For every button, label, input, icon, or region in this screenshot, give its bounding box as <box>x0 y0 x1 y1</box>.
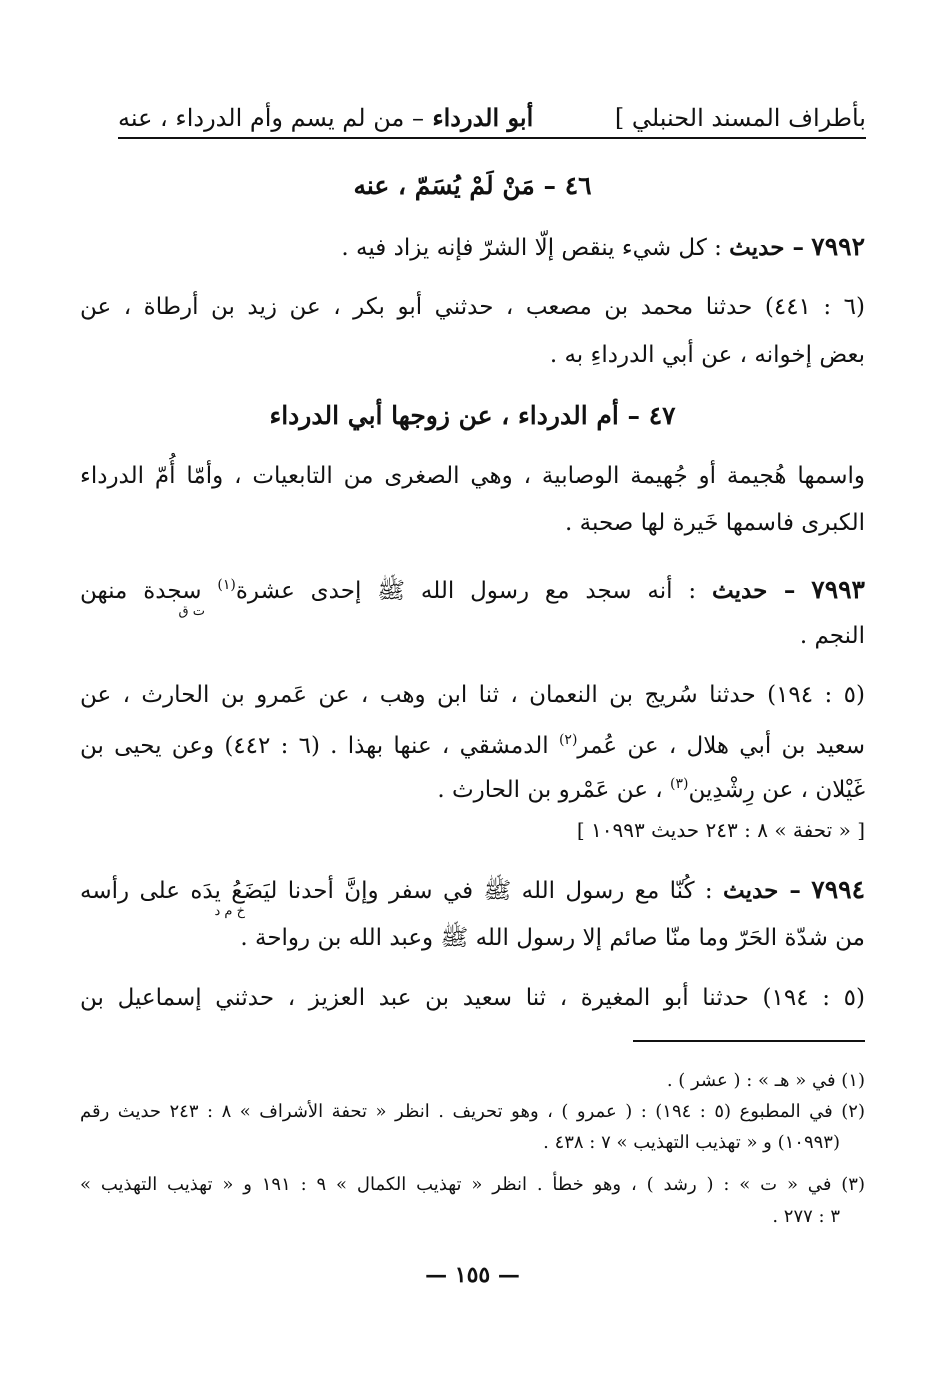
hadith-text-continued: سجدة منهن <box>80 578 202 604</box>
isnad-text-continued: ، عن عَمْرو بن الحارث . <box>437 777 663 803</box>
hadith-label: – حديث <box>729 234 804 261</box>
tuhfa-reference: [ « تحفة » ٨ : ٢٤٣ حديث ١٠٩٩٣ ] <box>576 818 865 842</box>
hadith-label: – حديث <box>723 877 801 904</box>
header-rule <box>118 137 866 139</box>
footnote-3-line-1: (٣) في « ت » : ( رشد ) ، وهو خطأ . انظر « تهذيب الكمال » ٩ : ١٩١ و « تهذيب التهذيب » <box>80 1174 865 1195</box>
hadith-7993-line-2: النجم . <box>799 623 865 649</box>
footnote-marker: (٣) <box>669 776 689 792</box>
isnad-7992-line-1: (٦ : ٤٤١) حدثنا محمد بن مصعب ، حدثني أبو بكر ، عن زيد بن أرطاة ، عن <box>80 294 865 320</box>
footnote-3-line-2: ٣ : ٢٧٧ . <box>772 1206 840 1227</box>
hadith-7994-line-1 <box>80 874 865 907</box>
isnad-7993-line-2 <box>80 724 865 762</box>
hadith-7992-line <box>80 231 865 264</box>
footnote-1: (١) في « هـ » : ( عشر ) . <box>666 1070 865 1091</box>
hadith-label: – حديث <box>712 577 796 604</box>
footnote-2-line-2: (١٠٩٩٣) و « تهذيب التهذيب » ٧ : ٤٣٨ . <box>543 1132 840 1153</box>
siglum-7994: خ م د <box>214 904 245 919</box>
isnad-7993-line-1: (٥ : ١٩٤) حدثنا سُريج بن النعمان ، ثنا ابن وهب ، عن عَمرو بن الحارث ، عن <box>80 682 865 708</box>
hadith-text: : أنه سجد مع رسول الله ﷺ إحدى عشرة <box>235 578 697 604</box>
isnad-text-continued: الدمشقي ، عنها بهذا . (٦ : ٤٤٢) وعن يحيى بن <box>80 733 549 759</box>
siglum-7993: ت ق <box>178 604 205 619</box>
hadith-7993-line-1 <box>80 569 865 607</box>
isnad-7992-line-2: بعض إخوانه ، عن أبي الدرداءِ به . <box>549 342 865 368</box>
footnote-marker: (١) <box>217 577 236 593</box>
footnote-2-line-1: (٢) في المطبوع (٥ : ١٩٤) : ( عمرو ) ، وهو تحريف . انظر « تحفة الأشراف » ٨ : ٢٤٣ حديث رقم <box>80 1101 865 1122</box>
section-46-heading: ٤٦ – مَنْ لَمْ يُسَمّ ، عنه <box>353 171 592 200</box>
page-number: — ١٥٥ — <box>425 1262 520 1288</box>
hadith-number: ٧٩٩٢ <box>811 232 865 261</box>
isnad-7993-line-3 <box>80 768 865 806</box>
isnad-7994-line-1: (٥ : ١٩٤) حدثنا أبو المغيرة ، ثنا سعيد بن عبد العزيز ، حدثني إسماعيل بن <box>80 985 865 1011</box>
running-title-book: بأطراف المسند الحنبلي ] <box>614 104 866 132</box>
hadith-text: : كُنّا مع رسول الله ﷺ في سفر وإنَّ أحدنا ليَضَعُ يدَه على رأسه <box>80 878 713 904</box>
running-title-chapter <box>118 103 533 132</box>
hadith-number: ٧٩٩٣ <box>811 575 865 604</box>
section-47-bio-line-1: واسمها هُجيمة أو جُهيمة الوصابية ، وهي الصغرى من التابعيات ، وأمّا أُمّ الدرداء <box>80 463 865 489</box>
isnad-text: سعيد بن أبي هلال ، عن عُمر <box>577 733 866 759</box>
hadith-7994-line-2: من شدّة الحَرّ وما منّا صائم إلا رسول الله ﷺ وعبد الله بن رواحة . <box>240 925 865 951</box>
footnote-rule <box>633 1040 865 1042</box>
running-title-chapter-name: أبو الدرداء <box>432 103 534 132</box>
section-47-bio-line-2: الكبرى فاسمها خَيرة لها صحبة . <box>565 510 865 536</box>
running-header <box>118 96 866 132</box>
footnote-marker: (٢) <box>558 732 578 748</box>
hadith-number: ٧٩٩٤ <box>811 875 865 904</box>
hadith-text: : كل شيء ينقص إلّا الشرّ فإنه يزاد فيه . <box>341 235 722 261</box>
running-title-chapter-rest: – من لم يسم وأم الدرداء ، عنه <box>118 104 424 132</box>
section-47-heading: ٤٧ – أم الدرداء ، عن زوجها أبي الدرداء <box>269 401 676 430</box>
isnad-text: غَيْلان ، عن رِشْدِين <box>688 777 865 803</box>
